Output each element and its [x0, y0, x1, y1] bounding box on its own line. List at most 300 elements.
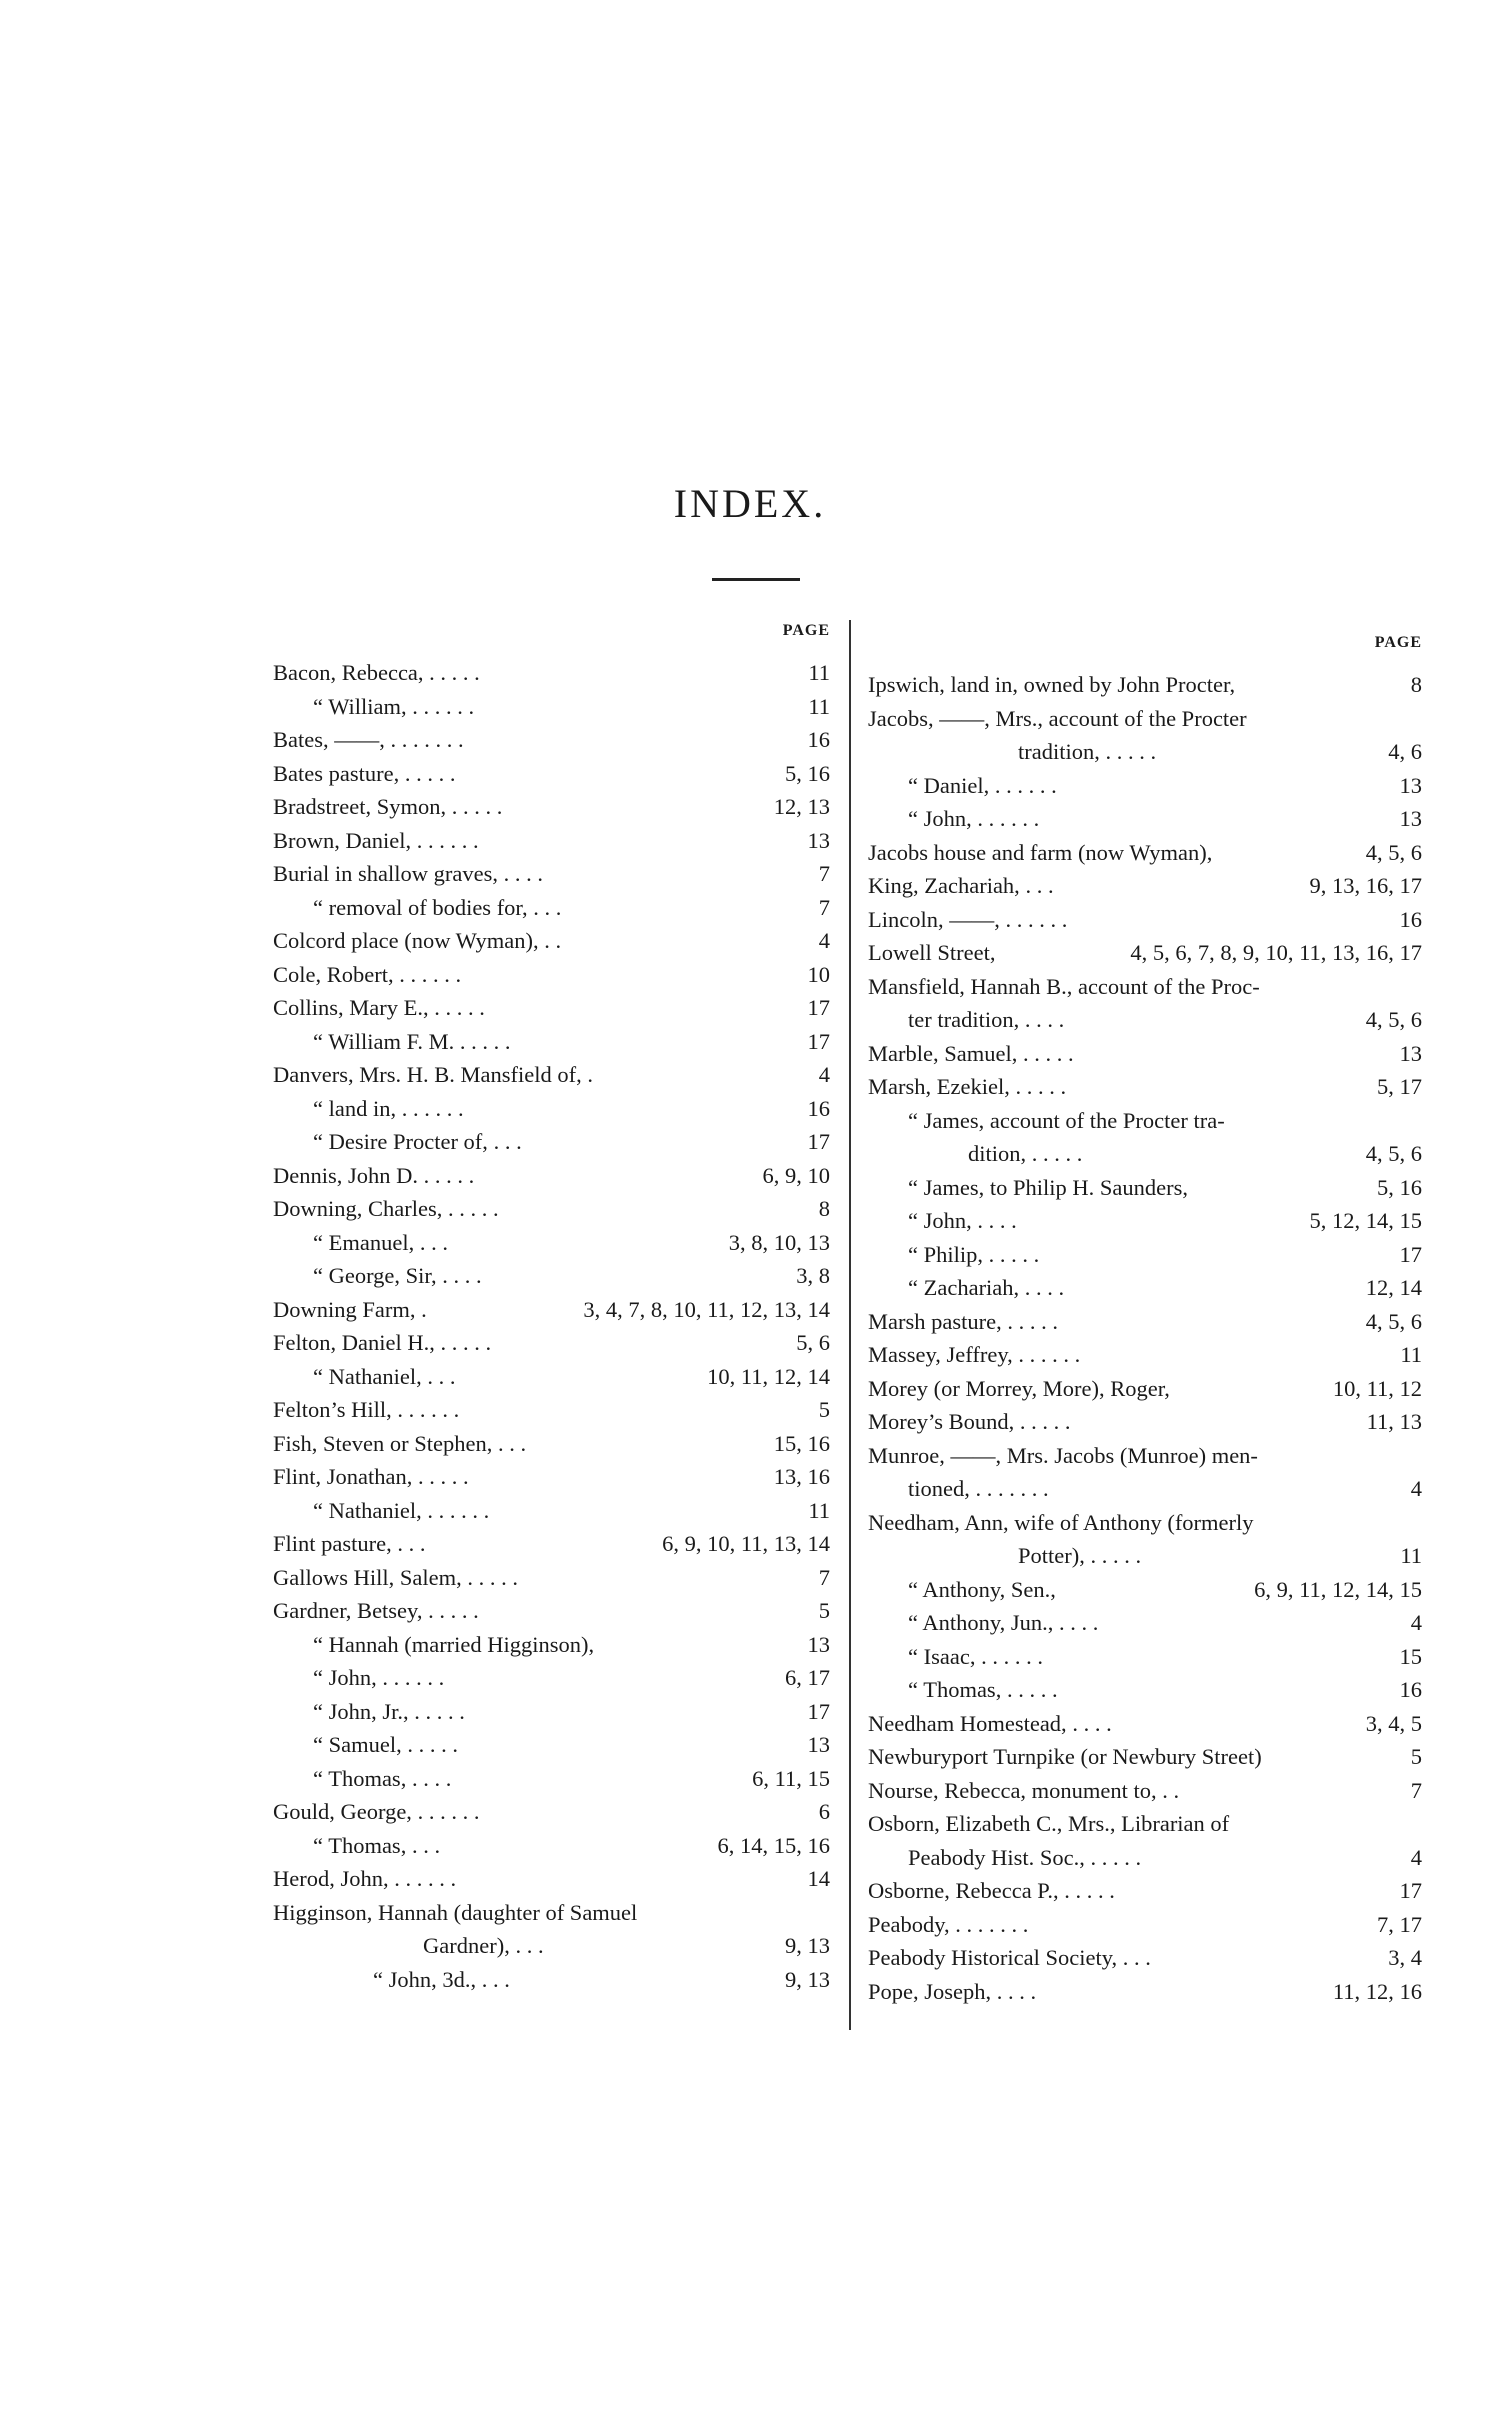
index-column-right	[868, 622, 1422, 2008]
index-entry	[868, 1740, 1422, 1774]
index-entry-dots: . . . . .	[1026, 1141, 1083, 1166]
index-entry-pages: 5	[818, 1397, 830, 1422]
index-entry-dots: . . . . .	[446, 794, 503, 819]
index-entry-label: Peabody Historical Society,	[868, 1945, 1118, 1970]
index-entry	[273, 1293, 830, 1327]
index-entry	[273, 924, 830, 958]
index-entry	[273, 1192, 830, 1226]
index-entry-text	[273, 1896, 822, 1930]
index-entry-pages: 10, 11, 12	[1332, 1375, 1422, 1401]
index-entry-text	[868, 1137, 1358, 1171]
index-entry-text	[273, 1561, 811, 1595]
index-entry-label: “ Thomas,	[908, 1677, 1002, 1702]
index-entry	[868, 668, 1422, 702]
index-entry-text	[273, 958, 800, 992]
index-entry-text	[273, 690, 800, 724]
index-entry-dots: . . . . . . .	[384, 727, 464, 752]
index-entry	[273, 958, 830, 992]
index-entry-pages: 3, 4, 5	[1365, 1710, 1422, 1736]
index-entry-label: Jacobs, ——, Mrs., account of the Procter	[868, 705, 1247, 731]
index-entry-label: “ William,	[313, 693, 407, 719]
index-entry	[868, 1472, 1422, 1506]
index-entry-dots: . . . . .	[1017, 1040, 1074, 1066]
index-entry-text	[868, 1003, 1358, 1037]
index-entry-label: “ John,	[908, 806, 972, 831]
index-entry-pages: 3, 4, 7, 8, 10, 11, 12, 13, 14	[583, 1296, 830, 1322]
index-entry-label: “ John, Jr.,	[313, 1698, 409, 1724]
index-entry-dots: . . . . . .	[989, 772, 1057, 798]
index-entry-dots: . . . .	[497, 861, 543, 886]
index-entry	[868, 769, 1422, 803]
index-entry	[868, 1338, 1422, 1372]
index-entry-dots: . . .	[476, 1966, 510, 1992]
index-entry-label: “ James, to Philip H. Saunders,	[908, 1174, 1188, 1200]
index-entry	[273, 1058, 830, 1092]
index-entry	[868, 1640, 1422, 1674]
page-column-heading-left: PAGE	[782, 622, 830, 639]
index-entry-pages: 4, 6	[1388, 739, 1422, 764]
index-entry-dots: . . .	[492, 1430, 527, 1456]
index-entry-text	[273, 1829, 710, 1863]
index-entry-pages: 17	[807, 1129, 830, 1154]
index-entry-text	[273, 1527, 654, 1561]
index-entry-dots: . . . . . . .	[949, 1911, 1029, 1937]
index-entry-pages: 15	[1399, 1643, 1422, 1669]
index-entry-pages: 4, 5, 6	[1365, 1007, 1422, 1032]
index-entry-label: Flint, Jonathan,	[273, 1464, 413, 1489]
index-entry-dots: . . . .	[991, 1978, 1037, 2004]
index-entry-label: Marsh, Ezekiel,	[868, 1074, 1010, 1099]
column-divider	[849, 620, 851, 2030]
index-entry-dots: . . . . .	[461, 1564, 518, 1590]
index-entry-label: Herod, John,	[273, 1866, 389, 1891]
page-column-heading-right: PAGE	[1374, 634, 1422, 651]
index-entry-text	[273, 1025, 800, 1059]
index-entry-dots: . . . . . .	[975, 1643, 1043, 1669]
index-entry-text	[273, 790, 766, 824]
index-entry-label: Brown, Daniel,	[273, 827, 412, 853]
index-entry	[273, 790, 830, 824]
index-entry-label: “ John, 3d.,	[373, 1966, 477, 1992]
index-entry	[868, 802, 1422, 836]
index-entry-pages: 14	[807, 1866, 830, 1891]
index-entry-dots: . .	[538, 928, 562, 953]
index-entry-dots: . . . . .	[399, 760, 456, 786]
index-entry	[868, 702, 1422, 736]
index-entry	[273, 1159, 830, 1193]
index-entry-label: Bates pasture,	[273, 760, 400, 786]
index-entry	[273, 1829, 830, 1863]
index-entry-pages: 16	[807, 727, 830, 752]
index-entry-text	[868, 1707, 1358, 1741]
index-entry	[868, 1204, 1422, 1238]
index-entry	[868, 1539, 1422, 1573]
index-entry	[273, 757, 830, 791]
index-entry-text	[273, 1326, 788, 1360]
index-entry-label: Peabody Hist. Soc.,	[908, 1844, 1085, 1870]
index-entry-pages: 11	[808, 693, 830, 719]
index-entry-pages: 5	[1410, 1744, 1422, 1769]
index-entry	[273, 1862, 830, 1896]
index-entry-pages: 13	[807, 1631, 830, 1657]
index-entry	[868, 1874, 1422, 1908]
index-entry	[868, 1405, 1422, 1439]
index-entry-text	[868, 1506, 1414, 1540]
index-entry-pages: 11	[1400, 1342, 1422, 1367]
index-entry-text	[868, 1807, 1414, 1841]
index-entry-pages: 16	[807, 1095, 830, 1121]
index-entry-pages: 4, 5, 6	[1365, 839, 1422, 865]
index-entry-text	[868, 1874, 1392, 1908]
index-entry-text	[273, 1092, 800, 1126]
index-entry-pages: 5, 12, 14, 15	[1309, 1208, 1422, 1233]
index-entry-dots: . . .	[1019, 873, 1054, 898]
index-entry-text	[273, 824, 800, 858]
index-entry-label: Marble, Samuel,	[868, 1040, 1018, 1066]
index-entry-dots: . . . . .	[983, 1241, 1040, 1267]
index-entry	[868, 1506, 1422, 1540]
index-entry	[868, 1238, 1422, 1272]
index-entry-text	[273, 1460, 766, 1494]
index-entry-label: “ Nathaniel,	[313, 1497, 422, 1523]
index-entry	[273, 1762, 830, 1796]
index-entry-dots: . . .	[406, 1832, 441, 1858]
index-entry-dots: . . . . .	[418, 1162, 475, 1188]
index-entry-dots: . . . . .	[1058, 1878, 1115, 1903]
index-entry	[273, 1494, 830, 1528]
index-entry-text	[273, 1427, 766, 1461]
index-entry-text	[868, 869, 1302, 903]
index-entry-text	[273, 1762, 744, 1796]
index-entry	[868, 1941, 1422, 1975]
index-entry-text	[273, 656, 800, 690]
index-entry-label: Gould, George,	[273, 1799, 412, 1824]
index-entry-text	[273, 1661, 777, 1695]
index-entry-text	[868, 1037, 1392, 1071]
index-entry-label: “ John,	[908, 1208, 972, 1233]
index-entry-dots: . . .	[421, 1363, 456, 1389]
index-entry-text	[273, 1192, 811, 1226]
index-entry-label: Gallows Hill, Salem,	[273, 1564, 462, 1590]
index-entry-text	[273, 891, 811, 925]
index-entry-label: Peabody,	[868, 1911, 950, 1937]
index-entry-pages: 13, 16	[773, 1464, 830, 1489]
index-entry-dots: . . . . .	[408, 1698, 465, 1724]
index-entry-dots: . . . . . .	[971, 806, 1040, 831]
index-entry	[868, 1439, 1422, 1473]
index-entry-pages: 17	[807, 1698, 830, 1724]
index-entry-pages: 11, 13	[1366, 1409, 1422, 1434]
index-entry	[273, 1561, 830, 1595]
index-entry-label: “ Emanuel,	[313, 1229, 415, 1255]
index-entry-pages: 7	[818, 861, 830, 886]
index-entry-text	[868, 735, 1380, 769]
index-entry-pages: 17	[1399, 1878, 1422, 1903]
index-entry-dots: . . . . .	[1001, 1677, 1058, 1702]
index-entry-label: Bates, ——,	[273, 727, 385, 752]
index-entry-dots: . . .	[527, 894, 562, 920]
index-entry-label: “ removal of bodies for,	[313, 894, 528, 920]
index-entry-dots: . . . . .	[1014, 1409, 1071, 1434]
index-entry-label: “ Desire Procter of,	[313, 1129, 488, 1154]
index-entry-pages: 5, 16	[785, 760, 830, 786]
index-entry-dots: . . . . . .	[376, 1665, 445, 1690]
index-entry-dots: . . . .	[1053, 1610, 1099, 1635]
index-entry-text	[273, 1226, 721, 1260]
index-entry-pages: 4	[1410, 1610, 1422, 1635]
index-entry	[868, 1037, 1422, 1071]
index-entry-text	[868, 1774, 1403, 1808]
index-entry-text	[868, 836, 1358, 870]
index-entry-dots: . . . . .	[442, 1196, 499, 1221]
index-entry-text	[868, 1908, 1369, 1942]
index-entry	[273, 1594, 830, 1628]
index-entry	[273, 1460, 830, 1494]
index-entry-text	[868, 769, 1392, 803]
index-entry-label: Nourse, Rebecca, monument to,	[868, 1777, 1157, 1803]
index-entry	[868, 1673, 1422, 1707]
index-entry-label: “ Anthony, Jun.,	[908, 1610, 1054, 1635]
index-entry-text	[868, 1271, 1358, 1305]
index-entry-text	[868, 802, 1392, 836]
index-entry-label: “ Nathaniel,	[313, 1363, 422, 1389]
index-entry-label: Needham, Ann, wife of Anthony (formerly	[868, 1509, 1254, 1535]
index-entry	[868, 735, 1422, 769]
index-entry-pages: 11	[1400, 1543, 1422, 1568]
index-entry	[273, 723, 830, 757]
index-entry-pages: 6, 9, 10	[762, 1162, 830, 1188]
index-entry	[868, 1305, 1422, 1339]
index-entry-pages: 4, 5, 6, 7, 8, 9, 10, 11, 13, 16, 17	[1130, 940, 1422, 965]
index-entry-text	[273, 1159, 755, 1193]
index-entry-dots: . . . .	[1019, 1007, 1065, 1032]
index-entry	[273, 1963, 830, 1997]
index-entry-pages: 13	[1399, 1040, 1422, 1066]
index-entry-pages: 8	[1410, 672, 1422, 697]
index-entry-text	[868, 1606, 1403, 1640]
index-entry-text	[868, 1740, 1403, 1774]
index-entry	[868, 1841, 1422, 1875]
index-entry	[273, 656, 830, 690]
index-entry-dots: . . . . .	[1009, 1074, 1067, 1099]
index-entry-label: Osborn, Elizabeth C., Mrs., Librarian of	[868, 1811, 1230, 1836]
index-entry-text	[273, 1963, 777, 1997]
index-entry	[273, 857, 830, 891]
index-entry-dots: . . . . . .	[421, 1497, 490, 1523]
index-entry-text	[868, 1305, 1358, 1339]
index-entry-label: Dennis, John D.	[273, 1162, 418, 1188]
index-entry-text	[868, 1941, 1380, 1975]
index-entry-text	[868, 1975, 1325, 2009]
index-entry-text	[868, 1338, 1392, 1372]
index-entry-text	[273, 723, 800, 757]
index-entry-pages: 6, 14, 15, 16	[717, 1832, 830, 1858]
index-entry-dots: . . .	[1117, 1945, 1151, 1970]
index-entry-label: “ James, account of the Procter tra-	[908, 1107, 1225, 1133]
index-entry	[273, 1226, 830, 1260]
index-entry-pages: 7	[818, 894, 830, 920]
index-entry-pages: 3, 4	[1388, 1945, 1422, 1970]
index-entry-dots: . . . . .	[423, 660, 480, 685]
index-entry-label: Morey’s Bound,	[868, 1409, 1015, 1434]
index-entry	[273, 1125, 830, 1159]
index-entry-dots: . . . . .	[401, 1732, 458, 1757]
index-entry-text	[273, 1594, 811, 1628]
index-entry-label: Ipswich, land in, owned by John Procter,	[868, 672, 1236, 697]
index-entry	[868, 1774, 1422, 1808]
index-entry-label: “ Philip,	[908, 1241, 984, 1267]
index-entry-text	[868, 1640, 1392, 1674]
index-entry-label: “ John,	[313, 1665, 377, 1690]
index-entry-text	[868, 702, 1414, 736]
index-entry-dots: . . . . .	[434, 1330, 492, 1355]
index-entry	[273, 1092, 830, 1126]
index-entry-dots: . . . . . .	[999, 906, 1068, 932]
index-entry-text	[868, 1472, 1403, 1506]
index-entry-pages: 6, 17	[785, 1665, 830, 1690]
index-entry-pages: 6	[818, 1799, 830, 1824]
index-entry-label: “ Isaac,	[908, 1643, 976, 1669]
index-entry-text	[868, 970, 1414, 1004]
index-entry-pages: 4, 5, 6	[1365, 1308, 1422, 1334]
index-entry-label: Felton, Daniel H.,	[273, 1330, 435, 1355]
index-entry-label: Marsh pasture,	[868, 1308, 1002, 1334]
index-entry-label: Osborne, Rebecca P.,	[868, 1878, 1059, 1903]
index-entry-label: Cole, Robert,	[273, 961, 394, 987]
index-entry-text	[868, 1104, 1414, 1138]
index-entry-pages: 9, 13	[785, 1933, 830, 1958]
index-entry	[868, 903, 1422, 937]
index-entry-label: Downing Farm,	[273, 1296, 416, 1322]
index-entry-dots: . . . . .	[1099, 739, 1157, 764]
index-entry-label: Mansfield, Hannah B., account of the Proc-	[868, 973, 1260, 999]
index-entry-text	[868, 1841, 1403, 1875]
index-entry-label: Bacon, Rebecca,	[273, 660, 424, 685]
index-entry-label: Needham Homestead,	[868, 1710, 1067, 1736]
index-entry-dots: . . . . . .	[1012, 1342, 1081, 1367]
index-entry	[273, 1527, 830, 1561]
index-entry-pages: 6, 9, 11, 12, 14, 15	[1254, 1576, 1422, 1602]
index-entry-dots: . . . . . . .	[969, 1476, 1049, 1501]
index-entry-dots: .	[581, 1062, 593, 1087]
index-entry-text	[868, 1238, 1392, 1272]
index-entry-text	[273, 1929, 777, 1963]
index-entry-dots: . . . .	[436, 1263, 482, 1288]
index-entry-pages: 13	[807, 1732, 830, 1757]
index-entry	[273, 1025, 830, 1059]
index-entry	[273, 1393, 830, 1427]
index-entry-label: Flint pasture,	[273, 1531, 392, 1556]
index-entry-label: Massey, Jeffrey,	[868, 1342, 1013, 1367]
index-entry-pages: 6, 11, 15	[752, 1765, 830, 1791]
index-entry	[868, 1171, 1422, 1205]
index-entry-pages: 8	[818, 1196, 830, 1221]
index-entry-text	[868, 668, 1403, 702]
index-entry-text	[273, 1695, 800, 1729]
index-entry-label: Danvers, Mrs. H. B. Mansfield of,	[273, 1062, 582, 1087]
index-entry-dots: . . . . . .	[411, 1799, 480, 1824]
index-entry-dots: .	[415, 1296, 427, 1322]
index-entry-label: dition,	[968, 1141, 1027, 1166]
index-entry-dots: . . . . .	[1001, 1308, 1058, 1334]
index-entry	[273, 1427, 830, 1461]
index-entry-label: Potter),	[1018, 1543, 1085, 1568]
index-entry-label: Pope, Joseph,	[868, 1978, 992, 2004]
index-entry-text	[273, 924, 811, 958]
index-entry-text	[868, 1573, 1246, 1607]
index-entry-pages: 5, 16	[1377, 1174, 1422, 1200]
index-entry-pages: 17	[1399, 1241, 1422, 1267]
index-entry-label: “ George, Sir,	[313, 1263, 437, 1288]
index-entry-dots: . . . . .	[428, 995, 485, 1020]
index-entry-label: “ Thomas,	[313, 1832, 407, 1858]
index-entry-label: Felton’s Hill,	[273, 1397, 392, 1422]
index-entry-label: Colcord place (now Wyman),	[273, 928, 539, 953]
index-entry-dots: . .	[1156, 1777, 1180, 1803]
index-entry-pages: 9, 13, 16, 17	[1309, 873, 1422, 898]
index-entry	[273, 1896, 830, 1930]
index-entry-text	[868, 1171, 1369, 1205]
index-entry-label: Gardner),	[423, 1933, 510, 1958]
index-entry-label: Gardner, Betsey,	[273, 1598, 423, 1623]
index-entry-pages: 12, 14	[1365, 1275, 1422, 1300]
index-entry-label: “ Hannah (married Higginson),	[313, 1631, 595, 1657]
index-entry-pages: 6, 9, 10, 11, 13, 14	[662, 1531, 830, 1556]
index-entry-text	[273, 757, 777, 791]
index-entry-text	[273, 1058, 811, 1092]
index-entry-label: “ Zachariah,	[908, 1275, 1020, 1300]
index-entry-pages: 4	[818, 1062, 830, 1087]
index-entry-label: Lowell Street,	[868, 940, 996, 965]
index-entry-label: King, Zachariah,	[868, 873, 1020, 898]
index-entry-label: ter tradition,	[908, 1007, 1020, 1032]
index-entry-label: “ Samuel,	[313, 1732, 402, 1757]
index-column-left	[273, 620, 830, 1996]
index-entry	[868, 1807, 1422, 1841]
index-entry-text	[868, 1204, 1302, 1238]
index-entry-text	[273, 857, 811, 891]
index-entry-pages: 16	[1399, 1677, 1422, 1702]
index-entry-dots: . . . . .	[1084, 1543, 1142, 1568]
index-entry-dots: . . . .	[1019, 1275, 1065, 1300]
index-entry-pages: 4	[818, 928, 830, 953]
index-entry-text	[273, 1393, 811, 1427]
index-entry-text	[273, 1293, 575, 1327]
index-entry-label: “ Thomas,	[313, 1765, 407, 1791]
index-entry-pages: 13	[807, 827, 830, 853]
index-entry-text	[868, 1673, 1392, 1707]
index-entry-pages: 10	[807, 961, 830, 987]
index-entry-label: “ William F. M.	[313, 1028, 455, 1054]
index-entry-pages: 12, 13	[773, 794, 830, 819]
index-entry-pages: 11	[808, 660, 830, 685]
index-entry-label: tioned,	[908, 1476, 970, 1501]
index-entry	[273, 1728, 830, 1762]
index-entry-pages: 17	[807, 1028, 830, 1054]
index-entry-text	[273, 1259, 788, 1293]
index-entry	[868, 1104, 1422, 1138]
index-entry-pages: 7	[818, 1564, 830, 1590]
index-entry-label: Downing, Charles,	[273, 1196, 443, 1221]
index-entry	[273, 1360, 830, 1394]
index-entry-dots: . . .	[487, 1129, 522, 1154]
index-entry-text	[868, 1539, 1392, 1573]
index-entry-label: Jacobs house and farm (now Wyman),	[868, 839, 1213, 865]
index-entry	[273, 1628, 830, 1662]
index-entry-label: “ Anthony, Sen.,	[908, 1576, 1056, 1602]
index-entry-pages: 7	[1410, 1777, 1422, 1803]
index-entry-dots: . . .	[414, 1229, 448, 1255]
